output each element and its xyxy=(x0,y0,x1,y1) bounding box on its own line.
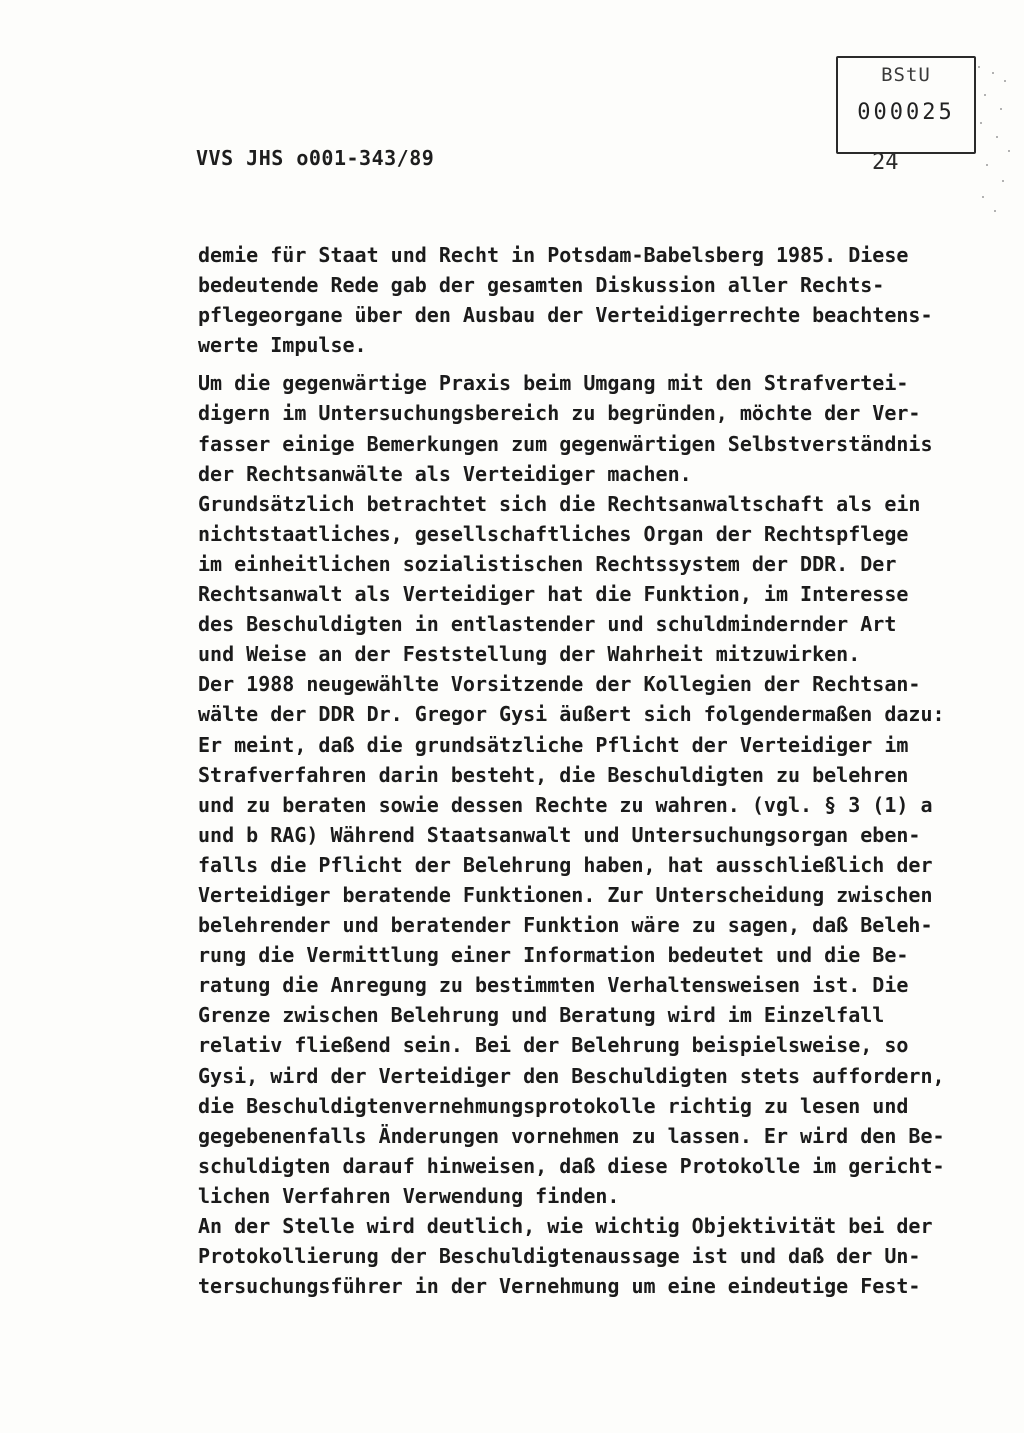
text-line: die Beschuldigtenvernehmungsprotokolle richtig zu lesen und xyxy=(198,1093,909,1118)
text-line: Grenze zwischen Belehrung und Beratung wird im Einzelfall xyxy=(198,1003,885,1028)
text-line: Um die gegenwärtige Praxis beim Umgang mit den Strafvertei- xyxy=(198,371,909,396)
text-line: schuldigten darauf hinweisen, daß diese Protokolle im gericht- xyxy=(198,1153,945,1178)
text-line: werte Impulse. xyxy=(198,333,367,358)
text-line: Protokollierung der Beschuldigtenaussage ist und daß der Un- xyxy=(198,1244,921,1269)
text-line: tersuchungsführer in der Vernehmung um eine eindeutige Fest- xyxy=(198,1274,921,1299)
paragraph-gap xyxy=(198,360,958,368)
text-line: und Weise an der Feststellung der Wahrheit mitzuwirken. xyxy=(198,642,861,667)
text-line: lichen Verfahren Verwendung finden. xyxy=(198,1183,620,1208)
page-number: 24 xyxy=(872,150,899,175)
text-line: fasser einige Bemerkungen zum gegenwärtigen Selbstverständnis xyxy=(198,431,933,456)
text-line: nichtstaatliches, gesellschaftliches Organ der Rechtspflege xyxy=(198,521,909,546)
text-line: Grundsätzlich betrachtet sich die Rechtsanwaltschaft als ein xyxy=(198,491,921,516)
text-line: belehrender und beratender Funktion wäre zu sagen, daß Beleh- xyxy=(198,913,933,938)
paragraph xyxy=(198,240,958,360)
text-line: rung die Vermittlung einer Information bedeutet und die Be- xyxy=(198,943,909,968)
text-line: pflegeorgane über den Ausbau der Verteidigerrechte beachtens- xyxy=(198,303,933,328)
text-line: wälte der DDR Dr. Gregor Gysi äußert sich folgendermaßen dazu: xyxy=(198,702,945,727)
scan-speckles xyxy=(974,60,1014,230)
paragraph xyxy=(198,368,958,1301)
text-line: gegebenenfalls Änderungen vornehmen zu lassen. Er wird den Be- xyxy=(198,1123,945,1148)
text-line: Gysi, wird der Verteidiger den Beschuldigten stets auffordern, xyxy=(198,1063,945,1088)
stamp-number: 000025 xyxy=(857,100,955,125)
body-text xyxy=(198,240,958,1301)
text-line: Strafverfahren darin besteht, die Beschuldigten zu belehren xyxy=(198,762,909,787)
text-line: relativ fließend sein. Bei der Belehrung beispielsweise, so xyxy=(198,1033,909,1058)
text-line: Er meint, daß die grundsätzliche Pflicht der Verteidiger im xyxy=(198,732,909,757)
text-line: bedeutende Rede gab der gesamten Diskussion aller Rechts- xyxy=(198,273,885,298)
text-line: Verteidiger beratende Funktionen. Zur Unterscheidung zwischen xyxy=(198,882,933,907)
text-line: digern im Untersuchungsbereich zu begründen, möchte der Ver- xyxy=(198,401,921,426)
text-line: falls die Pflicht der Belehrung haben, hat ausschließlich der xyxy=(198,852,933,877)
text-line: im einheitlichen sozialistischen Rechtssystem der DDR. Der xyxy=(198,551,897,576)
text-line: Rechtsanwalt als Verteidiger hat die Funktion, im Interesse xyxy=(198,582,909,607)
text-line: Der 1988 neugewählte Vorsitzende der Kollegien der Rechtsan- xyxy=(198,672,921,697)
archive-stamp xyxy=(836,56,976,154)
text-line: des Beschuldigten in entlastender und schuldmindernder Art xyxy=(198,612,897,637)
stamp-label: BStU xyxy=(881,64,931,86)
text-line: ratung die Anregung zu bestimmten Verhaltensweisen ist. Die xyxy=(198,973,909,998)
document-reference: VVS JHS o001-343/89 xyxy=(196,146,435,170)
text-line: der Rechtsanwälte als Verteidiger machen. xyxy=(198,461,692,486)
text-line: und zu beraten sowie dessen Rechte zu wahren. (vgl. § 3 (1) a xyxy=(198,792,933,817)
text-line: und b RAG) Während Staatsanwalt und Untersuchungsorgan eben- xyxy=(198,822,921,847)
text-line: An der Stelle wird deutlich, wie wichtig Objektivität bei der xyxy=(198,1214,933,1238)
text-line: demie für Staat und Recht in Potsdam-Babelsberg 1985. Diese xyxy=(198,243,909,267)
